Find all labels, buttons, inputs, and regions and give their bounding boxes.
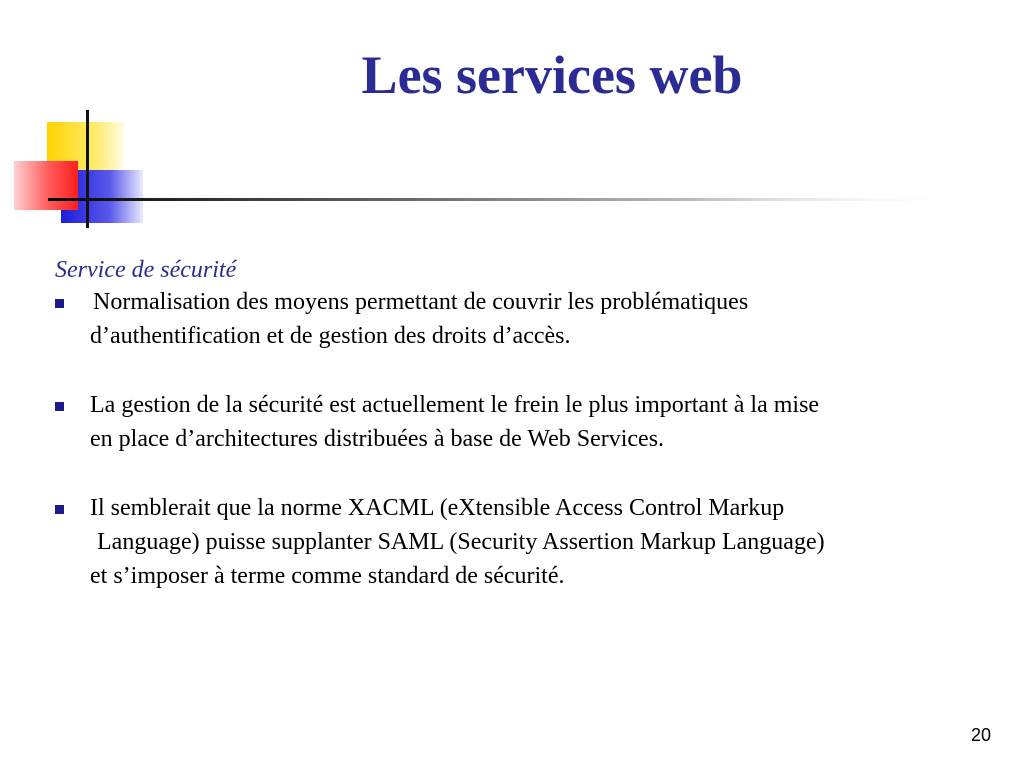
- logo-vertical-line: [86, 110, 89, 228]
- logo-red-square: [14, 161, 78, 210]
- title-underline: [48, 198, 968, 201]
- square-bullet-icon: [55, 402, 64, 411]
- square-bullet-icon: [55, 299, 64, 308]
- bullet-line: en place d’architectures distribuées à base de Web Services.: [90, 426, 665, 452]
- section-subtitle: Service de sécurité: [55, 257, 237, 283]
- bullet-line: d’authentification et de gestion des droits d’accès.: [90, 323, 571, 349]
- slide-title: Les services web: [361, 45, 743, 105]
- bullet-item: [55, 285, 985, 353]
- bullet-line: Normalisation des moyens permettant de couvrir les problématiques: [93, 289, 749, 315]
- bullet-item: [55, 388, 985, 456]
- square-bullet-icon: [55, 505, 64, 514]
- bullet-item: [55, 491, 985, 593]
- bullet-line: La gestion de la sécurité est actuellement le frein le plus important à la mise: [90, 392, 820, 418]
- decorative-logo: [0, 0, 1024, 240]
- bullet-line: Language) puisse supplanter SAML (Security Assertion Markup Language): [97, 529, 825, 555]
- bullet-line: et s’imposer à terme comme standard de sécurité.: [90, 563, 565, 589]
- slide-content: [55, 255, 985, 628]
- page-number: 20: [970, 725, 991, 745]
- bullet-line: Il semblerait que la norme XACML (eXtensible Access Control Markup: [90, 495, 785, 521]
